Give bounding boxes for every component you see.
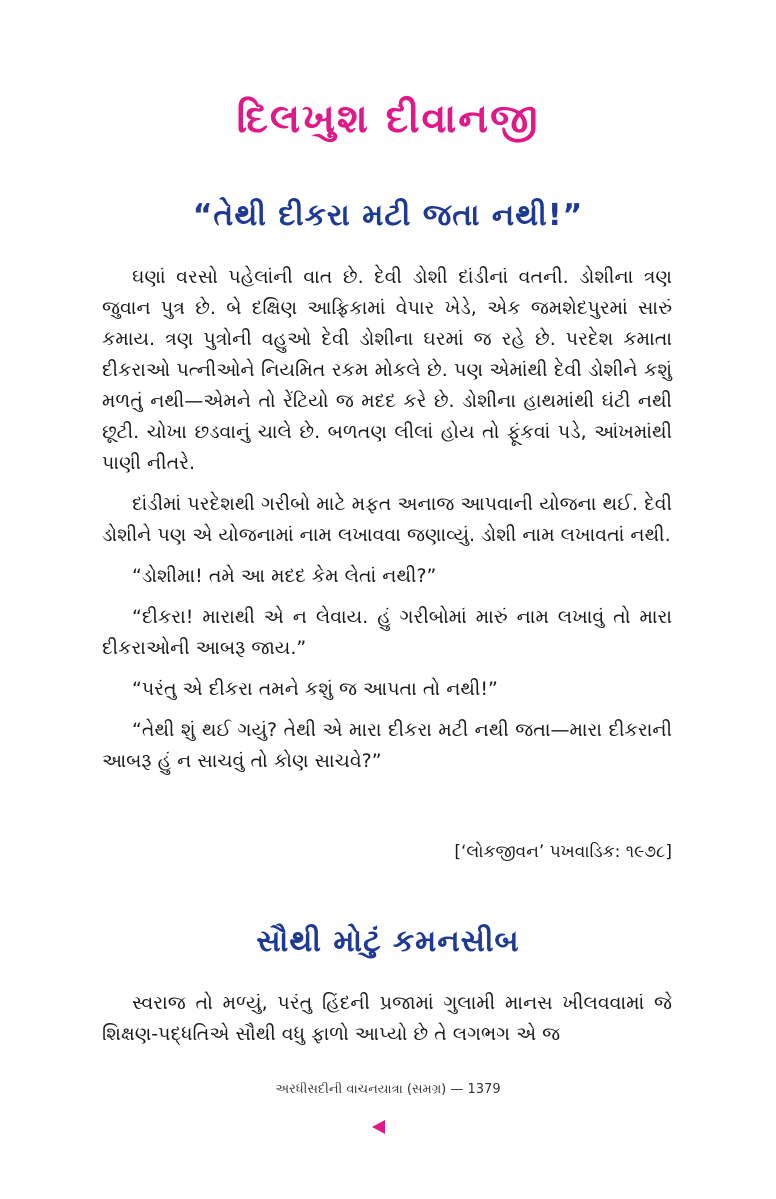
story-title: “તેથી દીકરા મટી જતા નથી!” xyxy=(192,198,584,233)
paragraph: સ્વરાજ તો મળ્યું, પરંતુ હિંદની પ્રજામાં ગુલામી માનસ ખીલવવામાં જે શિક્ષણ-પદ્ધતિએ સૌથી વધુ ફાળો આપ્યો છે તે લગભગ એ જ xyxy=(102,992,672,1045)
previous-page-arrow-icon[interactable] xyxy=(372,1120,385,1134)
dialogue-line: “તેથી શું થઈ ગયું? તેથી એ મારા દીકરા મટી નથી જતા—મારા દીકરાની આબરૂ હું ન સાચવું તો કોણ સાચવે?” xyxy=(102,719,672,772)
section-title: સૌથી મોટું કમનસીબ xyxy=(256,924,520,959)
story-body xyxy=(102,262,672,787)
source-citation: [‘લોકજીવન’ પખવાડિક: ૧૯૭૮] xyxy=(454,842,672,862)
page-title: દિલખુશ દીવાનજી xyxy=(236,96,540,142)
paragraph: ઘણાં વરસો પહેલાંની વાત છે. દેવી ડોશી દાંડીનાં વતની. ડોશીના ત્રણ જુવાન પુત્ર છે. બે દક્ષિણ આફ્રિકામાં વેપાર ખેડે, એક જમશેદપુરમાં સારું કમાય. ત્રણ પુત્રોની વહુઓ દેવી ડોશીના ઘરમાં જ રહે છે. પરદેશ કમાતા દીકરાઓ પત્નીઓને નિયમિત રકમ મોકલે છે. પણ એમાંથી દેવી ડોશીને કશું મળતું નથી—એમને તો રેંટિયો જ મદદ કરે છે. ડોશીના હાથમાંથી ઘંટી નથી છૂટી. ચોખા છડવાનું ચાલે છે. બળતણ લીલાં હોય તો ફૂંકવાં પડે, આંખમાંથી પાણી નીતરે. xyxy=(102,266,672,474)
dialogue-line: “પરંતુ એ દીકરા તમને કશું જ આપતા તો નથી!” xyxy=(132,678,498,700)
section-body xyxy=(102,988,672,1060)
dialogue-line: “ડોશીમા! તમે આ મદદ કેમ લેતાં નથી?” xyxy=(132,565,437,587)
paragraph: દાંડીમાં પરદેશથી ગરીબો માટે મફત અનાજ આપવાની યોજના થઈ. દેવી ડોશીને પણ એ યોજનામાં નામ લખાવવા જણાવ્યું. ડોશી નામ લખાવતાં નથી. xyxy=(102,493,672,546)
dialogue-line: “દીકરા! મારાથી એ ન લેવાય. હું ગરીબોમાં મારું નામ લખાવું તો મારા દીકરાઓની આબરૂ જાય.” xyxy=(102,606,672,659)
page-footer: અરધીસદીની વાચનયાત્રા (સમગ્ર) — 1379 xyxy=(275,1082,501,1097)
